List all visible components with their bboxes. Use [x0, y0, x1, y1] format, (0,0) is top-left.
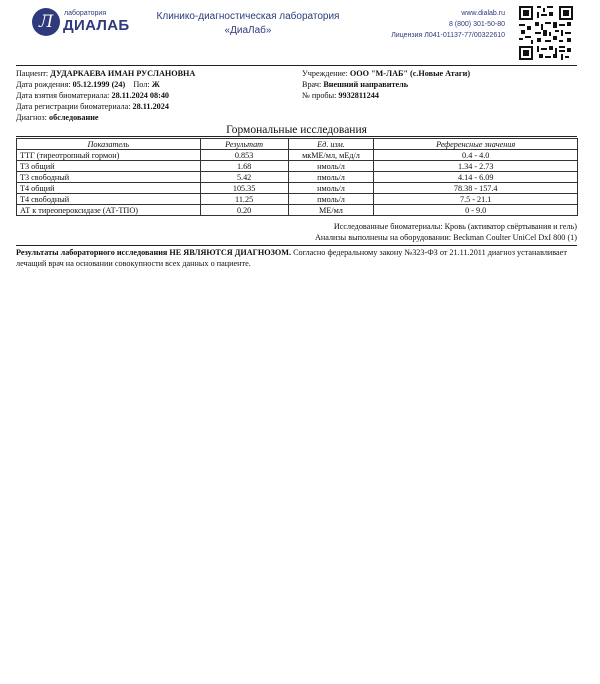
patient-name-line — [16, 68, 195, 79]
sample-date-value: 28.11.2024 08:40 — [111, 91, 170, 100]
sample-number-value: 9932811244 — [338, 91, 379, 100]
diagnosis-value: обследование — [49, 113, 99, 122]
reference-range: 0 - 9.0 — [374, 205, 578, 216]
result-value: 1.68 — [200, 161, 288, 172]
table-row — [17, 172, 578, 183]
header-divider — [16, 65, 577, 66]
unit-value: МЕ/мл — [288, 205, 374, 216]
equipment-note: Анализы выполнены на оборудовании: Beckman Coulter UniCel DxI 800 (1) — [314, 233, 577, 242]
column-header-indicator: Показатель — [17, 139, 201, 150]
institution-value: ООО "М-ЛАБ" (с.Новые Атаги) — [349, 69, 471, 78]
diagnosis-line — [16, 112, 99, 123]
patient-name: ДУДАРКАЕВА ИМАН РУСЛАНОВНА — [50, 69, 196, 78]
qr-code-icon — [519, 6, 573, 60]
sex-label: Пол: — [133, 80, 150, 89]
reg-date-label: Дата регистрации биоматериала: — [16, 102, 131, 111]
diagnosis-label: Диагноз: — [16, 113, 47, 122]
result-value: 11.25 — [200, 194, 288, 205]
reference-range: 1.34 - 2.73 — [374, 161, 578, 172]
phone-number: 8 (800) 301-50-80 — [448, 21, 505, 28]
sample-date-label: Дата взятия биоматериала: — [16, 91, 110, 100]
table-header-row — [17, 139, 578, 150]
table-row — [17, 194, 578, 205]
unit-value: мкМЕ/мл, мЕд/л — [288, 150, 374, 161]
table-row — [17, 161, 578, 172]
indicator-name: Т3 свободный — [17, 172, 201, 183]
logo-title: ДИАЛАБ — [63, 17, 130, 34]
table-row — [17, 183, 578, 194]
lab-title — [148, 10, 348, 38]
dob-label: Дата рождения: — [16, 80, 71, 89]
table-row — [17, 150, 578, 161]
biomaterial-note: Исследованные биоматериалы: Кровь (активатор свёртывания и гель) — [333, 222, 577, 231]
website-link[interactable]: www.dialab.ru — [461, 10, 505, 17]
logo-subtitle: лаборатория — [64, 10, 107, 17]
reference-range: 0.4 - 4.0 — [374, 150, 578, 161]
unit-value: нмоль/л — [288, 161, 374, 172]
result-value: 0.20 — [200, 205, 288, 216]
result-value: 0.853 — [200, 150, 288, 161]
license-number: Лицензия Л041-01137-77/00322610 — [391, 32, 505, 39]
sample-number-line — [302, 90, 379, 101]
patient-name-label: Пациент: — [16, 69, 49, 78]
reg-date-line — [16, 101, 169, 112]
indicator-name: АТ к тиреопероксидазе (АТ-ТПО) — [17, 205, 201, 216]
sex-value: Ж — [151, 80, 160, 89]
disclaimer-bold: Результаты лабораторного исследования НЕ ЯВЛЯЮТСЯ ДИАГНОЗОМ. — [16, 248, 292, 257]
contact-block — [391, 8, 505, 41]
indicator-name: ТТГ (тиреотропный гормон) — [17, 150, 201, 161]
reference-range: 4.14 - 6.09 — [374, 172, 578, 183]
indicator-name: Т3 общий — [17, 161, 201, 172]
sample-number-label: № пробы: — [302, 91, 337, 100]
indicator-name: Т4 свободный — [17, 194, 201, 205]
reference-range: 78.38 - 157.4 — [374, 183, 578, 194]
lab-title-line2: «ДиаЛаб» — [224, 25, 272, 36]
institution-label: Учреждение: — [302, 69, 348, 78]
sample-date-line — [16, 90, 169, 101]
unit-value: пмоль/л — [288, 194, 374, 205]
unit-value: пмоль/л — [288, 172, 374, 183]
disclaimer-text: Согласно федеральному закону №323-ФЗ от 21.11.2011 диагноз устанавливает лечащий врач на основании совокупности всех данных о пациенте. — [16, 248, 567, 268]
column-header-result: Результат — [200, 139, 288, 150]
table-row — [17, 205, 578, 216]
doctor-label: Врач: — [302, 80, 322, 89]
dob-value: 05.12.1999 (24) — [72, 80, 126, 89]
indicator-name: Т4 общий — [17, 183, 201, 194]
unit-value: нмоль/л — [288, 183, 374, 194]
results-table — [16, 138, 578, 216]
report-header — [0, 0, 600, 64]
result-value: 5.42 — [200, 172, 288, 183]
section-divider — [16, 136, 577, 137]
logo-letter-icon: Л — [39, 12, 54, 32]
institution-line — [302, 68, 470, 79]
disclaimer — [16, 247, 580, 269]
footer-divider — [16, 245, 577, 246]
dob-line — [16, 79, 160, 90]
section-title: Гормональные исследования — [226, 124, 367, 136]
result-value: 105.35 — [200, 183, 288, 194]
column-header-unit: Ед. изм. — [288, 139, 374, 150]
lab-title-line1: Клинико-диагностическая лаборатория — [156, 11, 340, 22]
doctor-value: Внешний направитель — [323, 80, 409, 89]
doctor-line — [302, 79, 408, 90]
column-header-reference: Референсные значения — [374, 139, 578, 150]
reference-range: 7.5 - 21.1 — [374, 194, 578, 205]
reg-date-value: 28.11.2024 — [132, 102, 169, 111]
